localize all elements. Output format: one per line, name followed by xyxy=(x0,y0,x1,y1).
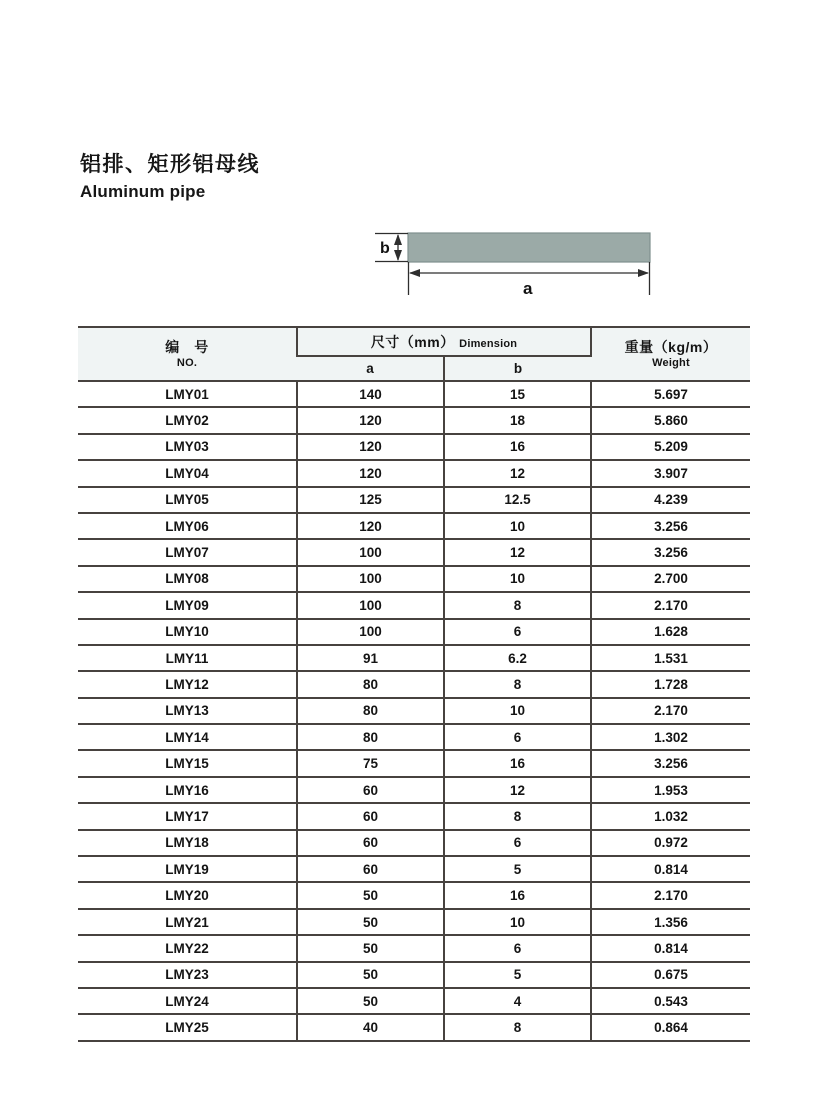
no-cell: LMY02 xyxy=(78,407,297,433)
a-cell: 91 xyxy=(297,645,444,671)
a-cell: 50 xyxy=(297,882,444,908)
header-col-a: a xyxy=(297,356,444,381)
table-row xyxy=(78,935,750,961)
b-cell: 5 xyxy=(444,962,591,988)
table-row xyxy=(78,988,750,1014)
a-cell: 50 xyxy=(297,935,444,961)
no-cell: LMY10 xyxy=(78,619,297,645)
no-cell: LMY07 xyxy=(78,539,297,565)
b-cell: 12 xyxy=(444,460,591,486)
weight-cell: 0.814 xyxy=(591,935,750,961)
cross-section-diagram xyxy=(370,222,662,302)
weight-cell: 2.700 xyxy=(591,566,750,592)
spec-table-body xyxy=(78,381,750,1041)
no-cell: LMY11 xyxy=(78,645,297,671)
no-cell: LMY24 xyxy=(78,988,297,1014)
a-cell: 60 xyxy=(297,830,444,856)
table-row xyxy=(78,513,750,539)
table-row xyxy=(78,592,750,618)
no-cell: LMY19 xyxy=(78,856,297,882)
no-cell: LMY16 xyxy=(78,777,297,803)
a-cell: 100 xyxy=(297,539,444,565)
weight-cell: 3.256 xyxy=(591,513,750,539)
a-cell: 75 xyxy=(297,750,444,776)
a-cell: 120 xyxy=(297,513,444,539)
b-cell: 6 xyxy=(444,619,591,645)
table-row xyxy=(78,619,750,645)
table-row xyxy=(78,487,750,513)
table-row xyxy=(78,1014,750,1040)
header-col-b: b xyxy=(444,356,591,381)
table-row xyxy=(78,803,750,829)
table-row xyxy=(78,909,750,935)
a-cell: 80 xyxy=(297,698,444,724)
a-cell: 120 xyxy=(297,407,444,433)
weight-cell: 4.239 xyxy=(591,487,750,513)
table-row xyxy=(78,566,750,592)
b-cell: 8 xyxy=(444,671,591,697)
spec-table xyxy=(78,326,750,1042)
b-cell: 10 xyxy=(444,698,591,724)
no-cell: LMY04 xyxy=(78,460,297,486)
no-cell: LMY18 xyxy=(78,830,297,856)
b-cell: 6 xyxy=(444,724,591,750)
weight-cell: 3.256 xyxy=(591,750,750,776)
a-cell: 50 xyxy=(297,962,444,988)
b-cell: 12 xyxy=(444,777,591,803)
weight-cell: 2.170 xyxy=(591,592,750,618)
table-row xyxy=(78,698,750,724)
page-title-chinese: 铝排、矩形铝母线 xyxy=(80,153,260,176)
spec-table-header xyxy=(78,327,750,381)
b-cell: 8 xyxy=(444,803,591,829)
no-cell: LMY14 xyxy=(78,724,297,750)
table-row xyxy=(78,434,750,460)
weight-cell: 0.675 xyxy=(591,962,750,988)
header-weight-cn: 重量（kg/m） xyxy=(624,339,718,356)
b-cell: 6.2 xyxy=(444,645,591,671)
no-cell: LMY08 xyxy=(78,566,297,592)
header-dimension-cn: 尺寸（mm） xyxy=(370,333,455,350)
no-cell: LMY21 xyxy=(78,909,297,935)
a-cell: 125 xyxy=(297,487,444,513)
b-cell: 18 xyxy=(444,407,591,433)
table-row xyxy=(78,645,750,671)
table-row xyxy=(78,777,750,803)
header-dimension xyxy=(297,327,591,356)
a-cell: 60 xyxy=(297,856,444,882)
b-cell: 5 xyxy=(444,856,591,882)
a-cell: 40 xyxy=(297,1014,444,1040)
weight-cell: 1.302 xyxy=(591,724,750,750)
table-row xyxy=(78,460,750,486)
weight-cell: 5.697 xyxy=(591,381,750,407)
no-cell: LMY05 xyxy=(78,487,297,513)
b-cell: 12 xyxy=(444,539,591,565)
b-cell: 4 xyxy=(444,988,591,1014)
weight-cell: 0.814 xyxy=(591,856,750,882)
b-cell: 10 xyxy=(444,513,591,539)
table-row xyxy=(78,856,750,882)
weight-cell: 1.953 xyxy=(591,777,750,803)
b-cell: 6 xyxy=(444,830,591,856)
no-cell: LMY13 xyxy=(78,698,297,724)
weight-cell: 1.531 xyxy=(591,645,750,671)
weight-cell: 1.628 xyxy=(591,619,750,645)
a-cell: 100 xyxy=(297,592,444,618)
weight-cell: 1.356 xyxy=(591,909,750,935)
weight-cell: 2.170 xyxy=(591,882,750,908)
weight-cell: 5.209 xyxy=(591,434,750,460)
no-cell: LMY12 xyxy=(78,671,297,697)
header-dimension-en: Dimension xyxy=(459,337,518,350)
weight-cell: 2.170 xyxy=(591,698,750,724)
weight-cell: 0.543 xyxy=(591,988,750,1014)
weight-cell: 1.032 xyxy=(591,803,750,829)
b-dimension-label: b xyxy=(380,240,390,257)
no-cell: LMY17 xyxy=(78,803,297,829)
no-cell: LMY25 xyxy=(78,1014,297,1040)
a-cell: 80 xyxy=(297,724,444,750)
a-cell: 120 xyxy=(297,460,444,486)
a-cell: 100 xyxy=(297,566,444,592)
a-dimension-label: a xyxy=(523,279,533,298)
weight-cell: 3.256 xyxy=(591,539,750,565)
a-cell: 100 xyxy=(297,619,444,645)
weight-cell: 5.860 xyxy=(591,407,750,433)
header-no-en: NO. xyxy=(176,356,198,369)
b-cell: 8 xyxy=(444,592,591,618)
a-cell: 140 xyxy=(297,381,444,407)
page-title-english: Aluminum pipe xyxy=(80,182,206,202)
a-cell: 60 xyxy=(297,803,444,829)
b-cell: 10 xyxy=(444,909,591,935)
b-cell: 10 xyxy=(444,566,591,592)
header-no xyxy=(78,327,297,381)
table-row xyxy=(78,750,750,776)
no-cell: LMY06 xyxy=(78,513,297,539)
table-row xyxy=(78,381,750,407)
weight-cell: 0.972 xyxy=(591,830,750,856)
no-cell: LMY15 xyxy=(78,750,297,776)
b-cell: 16 xyxy=(444,434,591,460)
weight-cell: 0.864 xyxy=(591,1014,750,1040)
table-row xyxy=(78,962,750,988)
title-block xyxy=(80,152,260,202)
a-cell: 120 xyxy=(297,434,444,460)
weight-cell: 3.907 xyxy=(591,460,750,486)
b-cell: 16 xyxy=(444,750,591,776)
no-cell: LMY20 xyxy=(78,882,297,908)
no-cell: LMY22 xyxy=(78,935,297,961)
b-cell: 16 xyxy=(444,882,591,908)
no-cell: LMY23 xyxy=(78,962,297,988)
table-row xyxy=(78,407,750,433)
weight-cell: 1.728 xyxy=(591,671,750,697)
a-cell: 80 xyxy=(297,671,444,697)
table-row xyxy=(78,830,750,856)
no-cell: LMY01 xyxy=(78,381,297,407)
header-weight xyxy=(591,327,750,381)
a-cell: 50 xyxy=(297,909,444,935)
aluminum-bar-shape xyxy=(408,233,650,262)
a-cell: 50 xyxy=(297,988,444,1014)
b-cell: 6 xyxy=(444,935,591,961)
table-row xyxy=(78,882,750,908)
no-cell: LMY09 xyxy=(78,592,297,618)
b-cell: 15 xyxy=(444,381,591,407)
header-no-cn: 编 号 xyxy=(165,339,209,356)
table-row xyxy=(78,671,750,697)
no-cell: LMY03 xyxy=(78,434,297,460)
table-row xyxy=(78,539,750,565)
table-row xyxy=(78,724,750,750)
b-cell: 8 xyxy=(444,1014,591,1040)
a-cell: 60 xyxy=(297,777,444,803)
header-weight-en: Weight xyxy=(652,356,690,369)
b-cell: 12.5 xyxy=(444,487,591,513)
